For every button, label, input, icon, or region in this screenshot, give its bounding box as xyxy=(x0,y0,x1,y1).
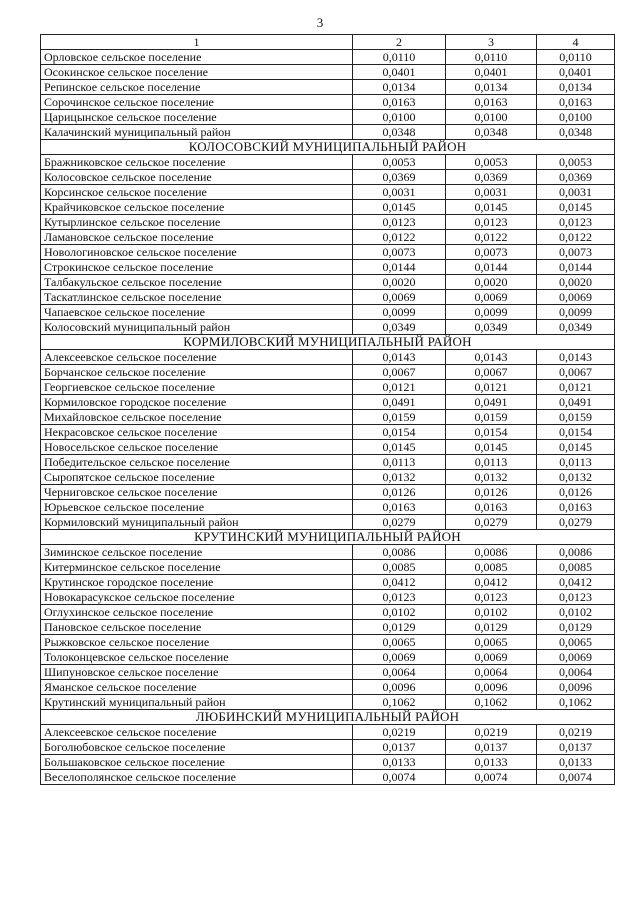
value-col-2: 0,0163 xyxy=(353,500,446,515)
settlement-name: Зиминское сельское поселение xyxy=(41,545,353,560)
settlement-name: Осокинское сельское поселение xyxy=(41,65,353,80)
settlement-name: Новологиновское сельское поселение xyxy=(41,245,353,260)
settlement-name: Сорочинское сельское поселение xyxy=(41,95,353,110)
settlement-name: Шипуновское сельское поселение xyxy=(41,665,353,680)
value-col-3: 0,0113 xyxy=(446,455,537,470)
value-col-3: 0,0100 xyxy=(446,110,537,125)
value-col-4: 0,1062 xyxy=(537,695,615,710)
value-col-2: 0,0123 xyxy=(353,215,446,230)
value-col-2: 0,0219 xyxy=(353,725,446,740)
table-row xyxy=(41,365,615,380)
value-col-3: 0,0067 xyxy=(446,365,537,380)
value-col-3: 0,0412 xyxy=(446,575,537,590)
value-col-2: 0,0349 xyxy=(353,320,446,335)
value-col-2: 0,0369 xyxy=(353,170,446,185)
value-col-2: 0,0065 xyxy=(353,635,446,650)
value-col-4: 0,0102 xyxy=(537,605,615,620)
value-col-2: 0,0133 xyxy=(353,755,446,770)
value-col-2: 0,0401 xyxy=(353,65,446,80)
section-header-row xyxy=(41,335,615,350)
value-col-3: 0,0163 xyxy=(446,500,537,515)
value-col-3: 0,0348 xyxy=(446,125,537,140)
value-col-3: 0,0064 xyxy=(446,665,537,680)
value-col-2: 0,0085 xyxy=(353,560,446,575)
table-row xyxy=(41,95,615,110)
settlement-name: Рыжковское сельское поселение xyxy=(41,635,353,650)
allocation-table xyxy=(40,34,615,785)
value-col-2: 0,0121 xyxy=(353,380,446,395)
value-col-2: 0,0137 xyxy=(353,740,446,755)
value-col-4: 0,0219 xyxy=(537,725,615,740)
table-row xyxy=(41,320,615,335)
settlement-name: Новосельское сельское поселение xyxy=(41,440,353,455)
value-col-3: 0,0163 xyxy=(446,95,537,110)
value-col-4: 0,0163 xyxy=(537,500,615,515)
value-col-2: 0,0145 xyxy=(353,200,446,215)
value-col-4: 0,0279 xyxy=(537,515,615,530)
settlement-name: Царицынское сельское поселение xyxy=(41,110,353,125)
settlement-name: Бражниковское сельское поселение xyxy=(41,155,353,170)
value-col-3: 0,0110 xyxy=(446,50,537,65)
value-col-3: 0,0123 xyxy=(446,215,537,230)
settlement-name: Ламановское сельское поселение xyxy=(41,230,353,245)
table-row xyxy=(41,425,615,440)
settlement-name: Сыропятское сельское поселение xyxy=(41,470,353,485)
value-col-2: 0,0163 xyxy=(353,95,446,110)
value-col-3: 0,0491 xyxy=(446,395,537,410)
value-col-4: 0,0134 xyxy=(537,80,615,95)
value-col-3: 0,0133 xyxy=(446,755,537,770)
table-row xyxy=(41,395,615,410)
table-row xyxy=(41,50,615,65)
table-row xyxy=(41,575,615,590)
value-col-4: 0,0412 xyxy=(537,575,615,590)
value-col-4: 0,0069 xyxy=(537,650,615,665)
settlement-name: Борчанское сельское поселение xyxy=(41,365,353,380)
value-col-4: 0,0129 xyxy=(537,620,615,635)
table-row xyxy=(41,215,615,230)
value-col-4: 0,0144 xyxy=(537,260,615,275)
settlement-name: Толоконцевское сельское поселение xyxy=(41,650,353,665)
value-col-4: 0,0122 xyxy=(537,230,615,245)
settlement-name: Колосовский муниципальный район xyxy=(41,320,353,335)
value-col-2: 0,0144 xyxy=(353,260,446,275)
value-col-4: 0,0126 xyxy=(537,485,615,500)
settlement-name: Калачинский муниципальный район xyxy=(41,125,353,140)
value-col-3: 0,0145 xyxy=(446,440,537,455)
settlement-name: Михайловское сельское поселение xyxy=(41,410,353,425)
table-row xyxy=(41,665,615,680)
table-row xyxy=(41,590,615,605)
settlement-name: Новокарасукское сельское поселение xyxy=(41,590,353,605)
value-col-2: 0,0073 xyxy=(353,245,446,260)
value-col-3: 0,0102 xyxy=(446,605,537,620)
value-col-3: 0,0096 xyxy=(446,680,537,695)
table-header-row xyxy=(41,35,615,50)
value-col-2: 0,0279 xyxy=(353,515,446,530)
section-header-row xyxy=(41,710,615,725)
table-row xyxy=(41,515,615,530)
value-col-4: 0,0163 xyxy=(537,95,615,110)
table-row xyxy=(41,635,615,650)
table-row xyxy=(41,545,615,560)
value-col-4: 0,0031 xyxy=(537,185,615,200)
table-row xyxy=(41,200,615,215)
value-col-2: 0,0031 xyxy=(353,185,446,200)
value-col-3: 0,0126 xyxy=(446,485,537,500)
value-col-3: 0,0143 xyxy=(446,350,537,365)
value-col-2: 0,0143 xyxy=(353,350,446,365)
value-col-3: 0,0159 xyxy=(446,410,537,425)
value-col-4: 0,0110 xyxy=(537,50,615,65)
value-col-2: 0,0126 xyxy=(353,485,446,500)
table-row xyxy=(41,500,615,515)
value-col-2: 0,0102 xyxy=(353,605,446,620)
value-col-2: 0,0145 xyxy=(353,440,446,455)
table-row xyxy=(41,80,615,95)
table-row xyxy=(41,650,615,665)
value-col-4: 0,0348 xyxy=(537,125,615,140)
table-row xyxy=(41,305,615,320)
value-col-3: 0,0154 xyxy=(446,425,537,440)
value-col-2: 0,0096 xyxy=(353,680,446,695)
value-col-2: 0,0069 xyxy=(353,290,446,305)
value-col-3: 0,0099 xyxy=(446,305,537,320)
table-row xyxy=(41,125,615,140)
settlement-name: Георгиевское сельское поселение xyxy=(41,380,353,395)
section-title: ЛЮБИНСКИЙ МУНИЦИПАЛЬНЫЙ РАЙОН xyxy=(41,710,615,725)
settlement-name: Алексеевское сельское поселение xyxy=(41,725,353,740)
value-col-2: 0,1062 xyxy=(353,695,446,710)
settlement-name: Боголюбовское сельское поселение xyxy=(41,740,353,755)
value-col-3: 0,0121 xyxy=(446,380,537,395)
table-row xyxy=(41,380,615,395)
header-col-1: 1 xyxy=(41,35,353,50)
value-col-4: 0,0154 xyxy=(537,425,615,440)
value-col-4: 0,0401 xyxy=(537,65,615,80)
settlement-name: Крутинский муниципальный район xyxy=(41,695,353,710)
table-row xyxy=(41,65,615,80)
settlement-name: Крайчиковское сельское поселение xyxy=(41,200,353,215)
settlement-name: Веселополянское сельское поселение xyxy=(41,770,353,785)
value-col-3: 0,0219 xyxy=(446,725,537,740)
value-col-4: 0,0073 xyxy=(537,245,615,260)
value-col-4: 0,0133 xyxy=(537,755,615,770)
value-col-3: 0,0132 xyxy=(446,470,537,485)
value-col-4: 0,0145 xyxy=(537,200,615,215)
value-col-3: 0,0123 xyxy=(446,590,537,605)
table-row xyxy=(41,455,615,470)
settlement-name: Кормиловское городское поселение xyxy=(41,395,353,410)
settlement-name: Колосовское сельское поселение xyxy=(41,170,353,185)
value-col-2: 0,0154 xyxy=(353,425,446,440)
page-number: 3 xyxy=(316,15,324,30)
table-row xyxy=(41,725,615,740)
settlement-name: Юрьевское сельское поселение xyxy=(41,500,353,515)
table-row xyxy=(41,290,615,305)
value-col-4: 0,0123 xyxy=(537,590,615,605)
value-col-3: 0,0086 xyxy=(446,545,537,560)
table-row xyxy=(41,440,615,455)
value-col-4: 0,0020 xyxy=(537,275,615,290)
table-row xyxy=(41,485,615,500)
value-col-4: 0,0132 xyxy=(537,470,615,485)
settlement-name: Пановское сельское поселение xyxy=(41,620,353,635)
table-row xyxy=(41,770,615,785)
value-col-2: 0,0491 xyxy=(353,395,446,410)
header-col-4: 4 xyxy=(537,35,615,50)
table-row xyxy=(41,350,615,365)
value-col-4: 0,0053 xyxy=(537,155,615,170)
settlement-name: Таскатлинское сельское поселение xyxy=(41,290,353,305)
value-col-4: 0,0074 xyxy=(537,770,615,785)
value-col-3: 0,0020 xyxy=(446,275,537,290)
table-body xyxy=(41,35,615,785)
value-col-2: 0,0132 xyxy=(353,470,446,485)
value-col-4: 0,0064 xyxy=(537,665,615,680)
value-col-3: 0,0053 xyxy=(446,155,537,170)
value-col-3: 0,0122 xyxy=(446,230,537,245)
value-col-2: 0,0064 xyxy=(353,665,446,680)
table-row xyxy=(41,605,615,620)
value-col-3: 0,0401 xyxy=(446,65,537,80)
value-col-2: 0,0020 xyxy=(353,275,446,290)
value-col-3: 0,0144 xyxy=(446,260,537,275)
value-col-4: 0,0065 xyxy=(537,635,615,650)
value-col-4: 0,0100 xyxy=(537,110,615,125)
value-col-4: 0,0096 xyxy=(537,680,615,695)
table-row xyxy=(41,410,615,425)
table-row xyxy=(41,620,615,635)
table-row xyxy=(41,560,615,575)
value-col-2: 0,0074 xyxy=(353,770,446,785)
value-col-2: 0,0100 xyxy=(353,110,446,125)
value-col-4: 0,0145 xyxy=(537,440,615,455)
value-col-2: 0,0129 xyxy=(353,620,446,635)
settlement-name: Алексеевское сельское поселение xyxy=(41,350,353,365)
settlement-name: Победительское сельское поселение xyxy=(41,455,353,470)
value-col-2: 0,0122 xyxy=(353,230,446,245)
value-col-2: 0,0053 xyxy=(353,155,446,170)
table-row xyxy=(41,110,615,125)
settlement-name: Кормиловский муниципальный район xyxy=(41,515,353,530)
value-col-2: 0,0086 xyxy=(353,545,446,560)
section-title: КОЛОСОВСКИЙ МУНИЦИПАЛЬНЫЙ РАЙОН xyxy=(41,140,615,155)
value-col-3: 0,0069 xyxy=(446,650,537,665)
value-col-3: 0,0073 xyxy=(446,245,537,260)
value-col-3: 0,0065 xyxy=(446,635,537,650)
table-row xyxy=(41,230,615,245)
value-col-2: 0,0113 xyxy=(353,455,446,470)
settlement-name: Яманское сельское поселение xyxy=(41,680,353,695)
value-col-3: 0,0137 xyxy=(446,740,537,755)
settlement-name: Большаковское сельское поселение xyxy=(41,755,353,770)
value-col-2: 0,0067 xyxy=(353,365,446,380)
value-col-3: 0,0031 xyxy=(446,185,537,200)
table-row xyxy=(41,170,615,185)
value-col-3: 0,0349 xyxy=(446,320,537,335)
value-col-3: 0,0279 xyxy=(446,515,537,530)
settlement-name: Талбакульское сельское поселение xyxy=(41,275,353,290)
value-col-3: 0,0145 xyxy=(446,200,537,215)
value-col-4: 0,0491 xyxy=(537,395,615,410)
value-col-4: 0,0159 xyxy=(537,410,615,425)
header-col-3: 3 xyxy=(446,35,537,50)
value-col-2: 0,0412 xyxy=(353,575,446,590)
value-col-4: 0,0069 xyxy=(537,290,615,305)
header-col-2: 2 xyxy=(353,35,446,50)
value-col-4: 0,0123 xyxy=(537,215,615,230)
value-col-2: 0,0110 xyxy=(353,50,446,65)
table-row xyxy=(41,755,615,770)
settlement-name: Чапаевское сельское поселение xyxy=(41,305,353,320)
settlement-name: Орловское сельское поселение xyxy=(41,50,353,65)
value-col-2: 0,0159 xyxy=(353,410,446,425)
table-row xyxy=(41,245,615,260)
table-row xyxy=(41,185,615,200)
table-row xyxy=(41,275,615,290)
value-col-2: 0,0069 xyxy=(353,650,446,665)
value-col-3: 0,0129 xyxy=(446,620,537,635)
settlement-name: Строкинское сельское поселение xyxy=(41,260,353,275)
value-col-4: 0,0086 xyxy=(537,545,615,560)
table-row xyxy=(41,740,615,755)
value-col-3: 0,0134 xyxy=(446,80,537,95)
table-row xyxy=(41,680,615,695)
value-col-4: 0,0143 xyxy=(537,350,615,365)
settlement-name: Китерминское сельское поселение xyxy=(41,560,353,575)
value-col-4: 0,0113 xyxy=(537,455,615,470)
settlement-name: Некрасовское сельское поселение xyxy=(41,425,353,440)
value-col-4: 0,0085 xyxy=(537,560,615,575)
value-col-4: 0,0121 xyxy=(537,380,615,395)
table-row xyxy=(41,470,615,485)
table-row xyxy=(41,260,615,275)
value-col-3: 0,0085 xyxy=(446,560,537,575)
table-row xyxy=(41,155,615,170)
value-col-4: 0,0137 xyxy=(537,740,615,755)
section-header-row xyxy=(41,530,615,545)
settlement-name: Репинское сельское поселение xyxy=(41,80,353,95)
section-header-row xyxy=(41,140,615,155)
value-col-2: 0,0099 xyxy=(353,305,446,320)
value-col-4: 0,0369 xyxy=(537,170,615,185)
settlement-name: Корсинское сельское поселение xyxy=(41,185,353,200)
value-col-3: 0,0369 xyxy=(446,170,537,185)
value-col-2: 0,0134 xyxy=(353,80,446,95)
value-col-3: 0,1062 xyxy=(446,695,537,710)
table-row xyxy=(41,695,615,710)
settlement-name: Оглухинское сельское поселение xyxy=(41,605,353,620)
section-title: КРУТИНСКИЙ МУНИЦИПАЛЬНЫЙ РАЙОН xyxy=(41,530,615,545)
value-col-3: 0,0069 xyxy=(446,290,537,305)
value-col-4: 0,0099 xyxy=(537,305,615,320)
settlement-name: Черниговское сельское поселение xyxy=(41,485,353,500)
value-col-2: 0,0123 xyxy=(353,590,446,605)
settlement-name: Крутинское городское поселение xyxy=(41,575,353,590)
value-col-4: 0,0067 xyxy=(537,365,615,380)
value-col-4: 0,0349 xyxy=(537,320,615,335)
value-col-3: 0,0074 xyxy=(446,770,537,785)
settlement-name: Кутырлинское сельское поселение xyxy=(41,215,353,230)
section-title: КОРМИЛОВСКИЙ МУНИЦИПАЛЬНЫЙ РАЙОН xyxy=(41,335,615,350)
value-col-2: 0,0348 xyxy=(353,125,446,140)
